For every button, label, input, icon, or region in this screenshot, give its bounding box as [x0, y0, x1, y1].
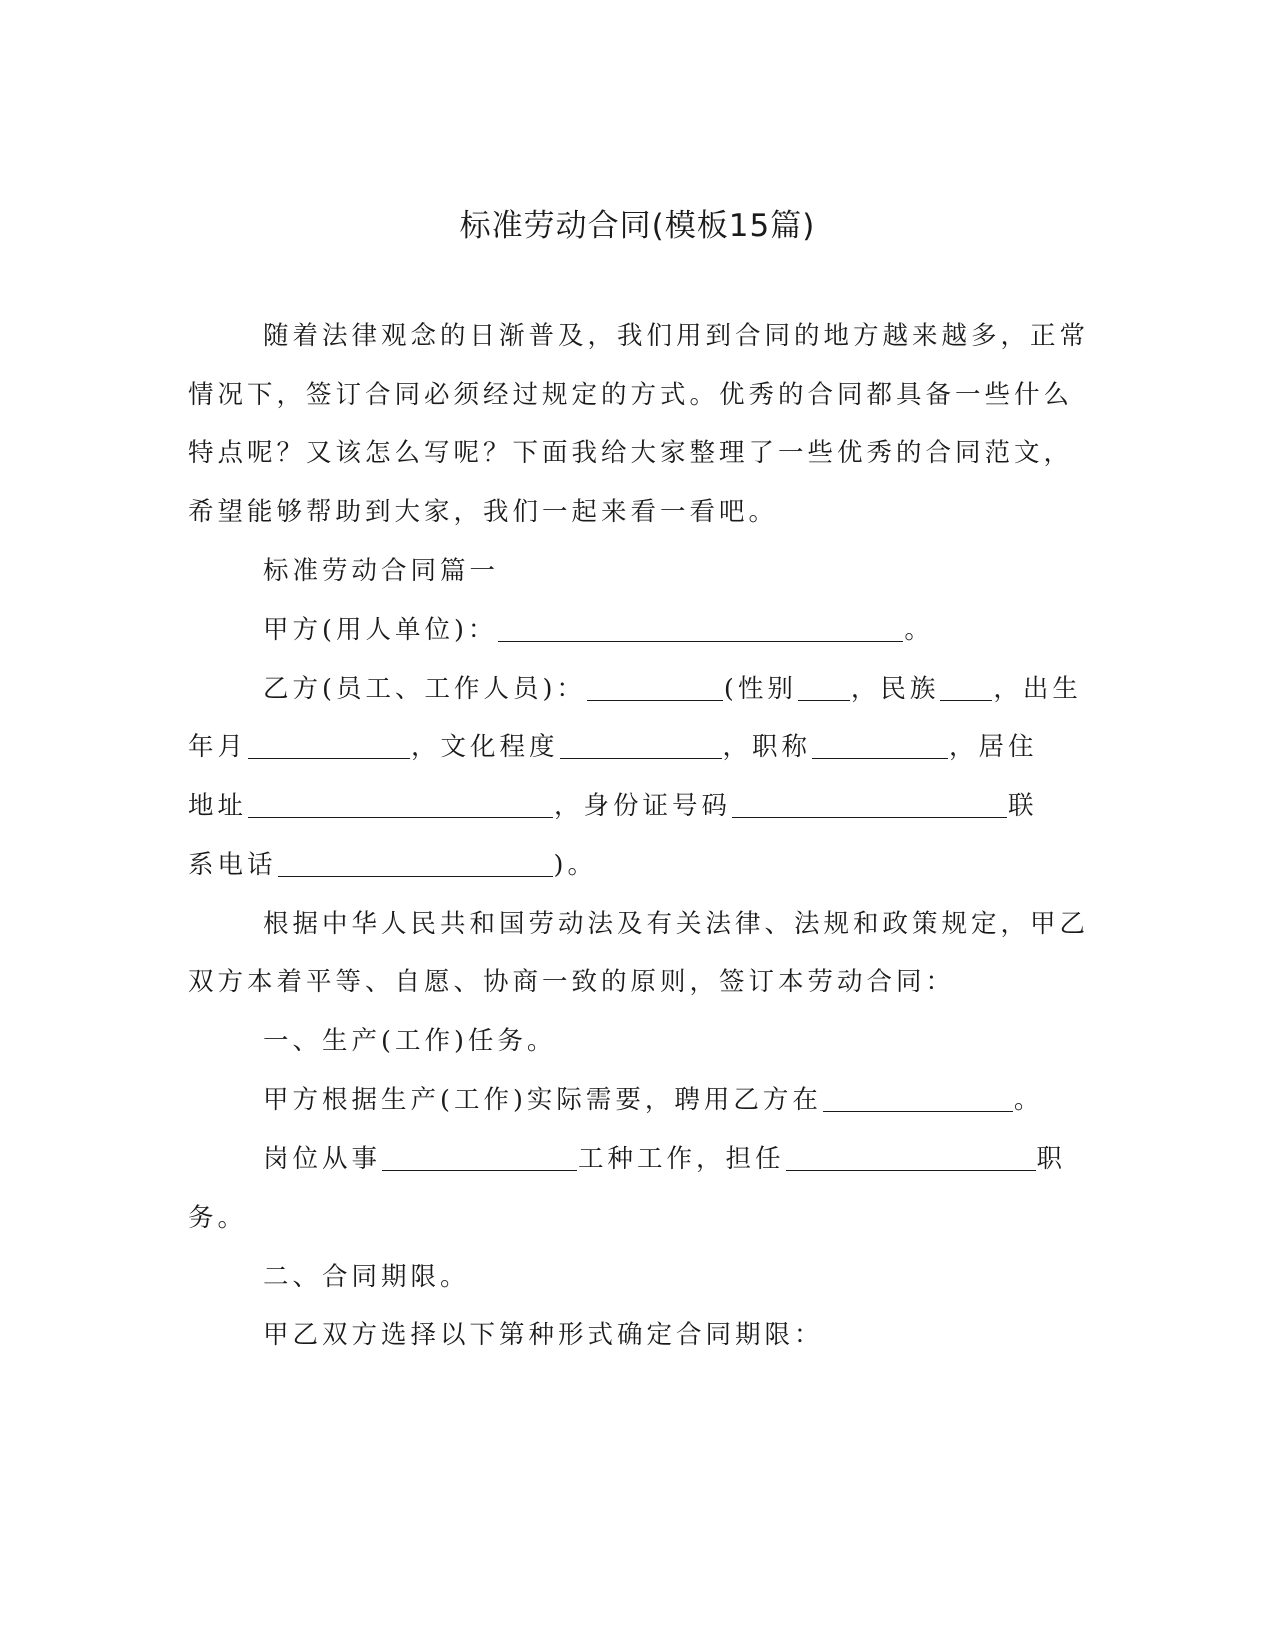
party-b-line-3 [188, 786, 1088, 826]
id-number-label: ，身份证号码 [554, 791, 732, 821]
intro-line-2: 情况下，签订合同必须经过规定的方式。优秀的合同都具备一些什么 [188, 380, 1074, 410]
birth-blank[interactable] [248, 728, 410, 759]
party-a-end: 。 [904, 615, 934, 645]
address-blank[interactable] [248, 787, 553, 818]
title-blank[interactable] [812, 728, 948, 759]
hire-text: 甲方根据生产(工作)实际需要，聘用乙方在 [263, 1085, 822, 1115]
work-type-text: 工种工作，担任 [578, 1144, 785, 1174]
intro-line-1: 随着法律观念的日渐普及，我们用到合同的地方越来越多，正常 [263, 321, 1090, 351]
gender-blank[interactable] [798, 670, 850, 701]
party-a-blank[interactable] [498, 611, 903, 642]
clause-2-heading: 二、合同期限。 [263, 1262, 470, 1292]
education-label: ，文化程度 [411, 732, 559, 762]
duty-tail: 职 [1036, 1144, 1067, 1174]
id-number-blank[interactable] [732, 787, 1007, 818]
work-type-blank[interactable] [382, 1140, 577, 1171]
document-title: 标准劳动合同(模板15篇) [459, 208, 816, 244]
phone-blank[interactable] [278, 846, 553, 877]
birth-label-tail: ，出生 [993, 674, 1082, 704]
party-b-line-1 [263, 669, 1163, 709]
clause-1-hire-line [263, 1080, 1163, 1120]
clause-2-text: 甲乙双方选择以下第种形式确定合同期限： [263, 1320, 824, 1350]
address-label-head: 地址 [188, 791, 248, 821]
ethnicity-label: ，民族 [850, 674, 940, 704]
duty-blank[interactable] [786, 1140, 1036, 1171]
clause-1-duty-end: 务。 [188, 1203, 248, 1233]
party-b-line-2 [188, 727, 1088, 767]
party-a-label: 甲方(用人单位)： [263, 615, 498, 645]
party-b-end: )。 [553, 850, 597, 880]
party-a-line [263, 610, 1163, 650]
birth-label-head: 年月 [188, 732, 248, 762]
section-heading: 标准劳动合同篇一 [263, 556, 500, 586]
hire-location-blank[interactable] [823, 1081, 1013, 1112]
title-label: ，职称 [722, 732, 812, 762]
residence-label-tail: ，居住 [949, 732, 1038, 762]
intro-line-3: 特点呢？又该怎么写呢？下面我给大家整理了一些优秀的合同范文， [188, 438, 1074, 468]
intro-line-4: 希望能够帮助到大家，我们一起来看一看吧。 [188, 497, 779, 527]
basis-line-1: 根据中华人民共和国劳动法及有关法律、法规和政策规定，甲乙 [263, 909, 1090, 939]
contact-label-tail: 联 [1008, 791, 1038, 821]
education-blank[interactable] [560, 728, 722, 759]
post-text: 岗位从事 [263, 1144, 382, 1174]
gender-label: (性别 [723, 674, 797, 704]
party-b-label: 乙方(员工、工作人员)： [263, 674, 586, 704]
party-b-line-4 [188, 845, 1088, 885]
ethnicity-blank[interactable] [940, 670, 992, 701]
hire-end: 。 [1013, 1085, 1044, 1115]
basis-line-2: 双方本着平等、自愿、协商一致的原则，签订本劳动合同： [188, 967, 956, 997]
phone-label-head: 系电话 [188, 850, 277, 880]
clause-1-heading: 一、生产(工作)任务。 [263, 1026, 557, 1056]
party-b-name-blank[interactable] [587, 670, 723, 701]
clause-1-post-line [263, 1139, 1163, 1179]
